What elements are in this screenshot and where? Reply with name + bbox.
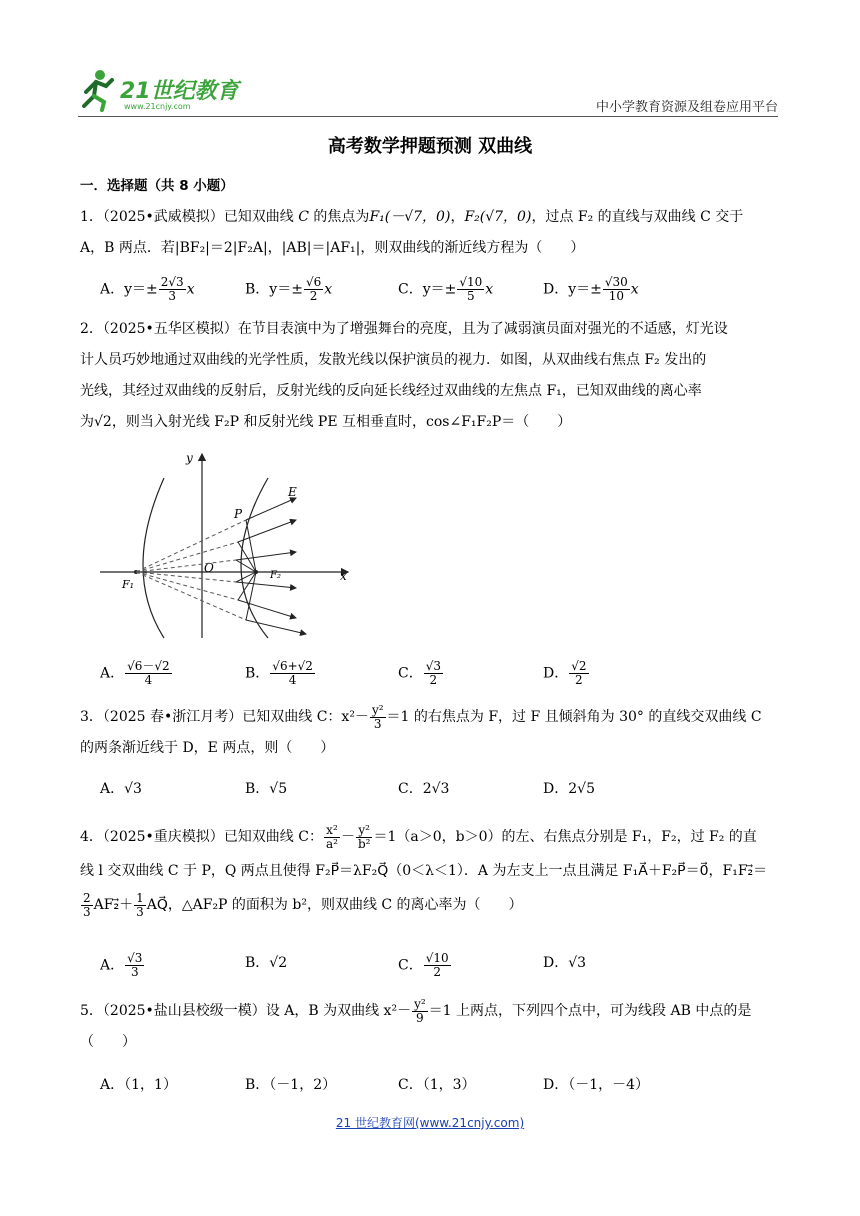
option-d[interactable]: D．（－1，－4） bbox=[543, 1077, 650, 1093]
option-a[interactable]: A．（1，1） bbox=[100, 1077, 177, 1093]
option-b[interactable]: B．√5 bbox=[245, 781, 288, 797]
left-branch bbox=[143, 478, 164, 638]
question-4-options bbox=[100, 952, 780, 982]
page-title: 高考数学押题预测 双曲线 bbox=[327, 136, 533, 157]
option-a[interactable]: A． $\frac{√3}{3}$ bbox=[100, 951, 143, 979]
option-b[interactable]: B．√2 bbox=[245, 955, 288, 971]
option-b[interactable]: B．（－1，2） bbox=[245, 1077, 337, 1093]
question-1-options bbox=[100, 276, 780, 306]
footer-link[interactable]: 21 世纪教育网(www.21cnjy.com) bbox=[335, 1116, 525, 1130]
question-5: 5．（2025•盐山县校级一模）设 A，B 为双曲线 x²－ $\frac{\text{y²}}{9}$ ＝1 上两点，下列四个点中，可为线段 AB 中点的是 （ ） bbox=[80, 996, 752, 1050]
question-5-options bbox=[100, 1074, 780, 1104]
question-3: 3．（2025 春•浙江月考）已知双曲线 C：x²－ $\frac{\text{y²}}{3}$ ＝1 的右焦点为 F，过 F 且倾斜角为 30° 的直线交双曲线 C 的两条渐近线于 D，E 两点，则（ ） bbox=[80, 702, 762, 756]
header-divider bbox=[78, 116, 778, 117]
hyperbola-figure bbox=[96, 448, 358, 642]
logo-url: www.21cnjy.com bbox=[124, 102, 191, 111]
option-d[interactable]: D． $\frac{√2}{2}$ bbox=[543, 659, 587, 687]
option-c[interactable]: C． $\frac{√3}{2}$ bbox=[398, 659, 441, 687]
option-c[interactable]: C．（1，3） bbox=[398, 1077, 476, 1093]
option-b[interactable]: B． $\frac{√6+√2}{4}$ bbox=[245, 659, 313, 687]
question-4: 4．（2025•重庆模拟）已知双曲线 C： $\frac{\text{x²}}{\text{a²}}$ － $\frac{\text{y²}}{\text{b²}}$ ＝1（a＞0，b＞0）的左、右焦点分别是 F₁，F₂，过 F₂ 的直 线 l 交双曲线 C 于 P，Q 两点且使得 F₂P⃗＝λF₂Q⃗（0＜λ＜1）．A 为左支上一点且满足 F₁A⃗＋F₂P⃗＝0⃗，F₁F₂⃗＝ $\frac{2}{3}$ AF₂⃗＋ $\frac{1}{3}$ AQ⃗，△AF₂P 的面积为 b²，则双曲线 C 的离心率为（ ） bbox=[80, 822, 768, 919]
option-a[interactable]: A． $\frac{√6-√2}{4}$ bbox=[100, 659, 170, 687]
dashed-extensions bbox=[136, 520, 246, 620]
page-footer bbox=[0, 1114, 860, 1131]
option-d[interactable]: D．y＝± $\frac{√30}{10}$ x bbox=[543, 275, 639, 303]
question-2: 2．（2025•五华区模拟）在节目表演中为了增强舞台的亮度，且为了减弱演员面对强光的不适感，灯光设 计人员巧妙地通过双曲线的光学性质，发散光线以保护演员的视力．如图，从双曲线右焦点 F₂ 发出的 光线，其经过双曲线的反射后，反射光线的反向延长线经过双曲线的左焦点 F₁，已知双曲线的离心率 为√2，则当入射光线 F₂P 和反射光线 PE 互相垂直时，cos∠F₁F₂P＝（ ） bbox=[80, 321, 728, 430]
option-d[interactable]: D．2√5 bbox=[543, 781, 595, 797]
option-a[interactable]: A．√3 bbox=[100, 781, 142, 797]
option-b[interactable]: B．y＝± $\frac{√6}{2}$ x bbox=[245, 275, 333, 303]
brand-logo bbox=[78, 66, 248, 112]
option-a[interactable]: A．y＝± $\frac{2√3}{3}$ x bbox=[100, 275, 195, 303]
f1-label: F₁ bbox=[122, 578, 135, 591]
header-tagline: 中小学教育资源及组卷应用平台 bbox=[595, 100, 778, 115]
section-heading: 一．选择题（共 8 小题） bbox=[80, 178, 234, 194]
origin-label: O bbox=[204, 561, 214, 575]
x-axis-label: x bbox=[340, 569, 347, 583]
question-2-options bbox=[100, 660, 780, 690]
runner-icon bbox=[84, 70, 112, 110]
logo-wordmark: 21世纪教育 bbox=[120, 79, 239, 104]
question-3-options bbox=[100, 778, 780, 808]
question-1: 1．（2025•武威模拟）已知双曲线 C 的焦点为F₁(－√7，0)，F₂(√7，0)，过点 F₂ 的直线与双曲线 C 交于 A，B 两点．若|BF₂|＝2|F₂A|，|AB|＝|AF₁|，则双曲线的渐近线方程为（ ） bbox=[80, 209, 744, 256]
option-c[interactable]: C．2√3 bbox=[398, 781, 450, 797]
e-label: E bbox=[288, 485, 297, 499]
y-axis-label: y bbox=[186, 451, 193, 465]
p-label: P bbox=[234, 507, 243, 521]
option-c[interactable]: C．y＝± $\frac{√10}{5}$ x bbox=[398, 275, 494, 303]
page-header bbox=[78, 62, 778, 116]
f2-label: F₂ bbox=[270, 570, 281, 581]
option-c[interactable]: C． $\frac{√10}{2}$ bbox=[398, 951, 449, 979]
option-d[interactable]: D．√3 bbox=[543, 955, 587, 971]
